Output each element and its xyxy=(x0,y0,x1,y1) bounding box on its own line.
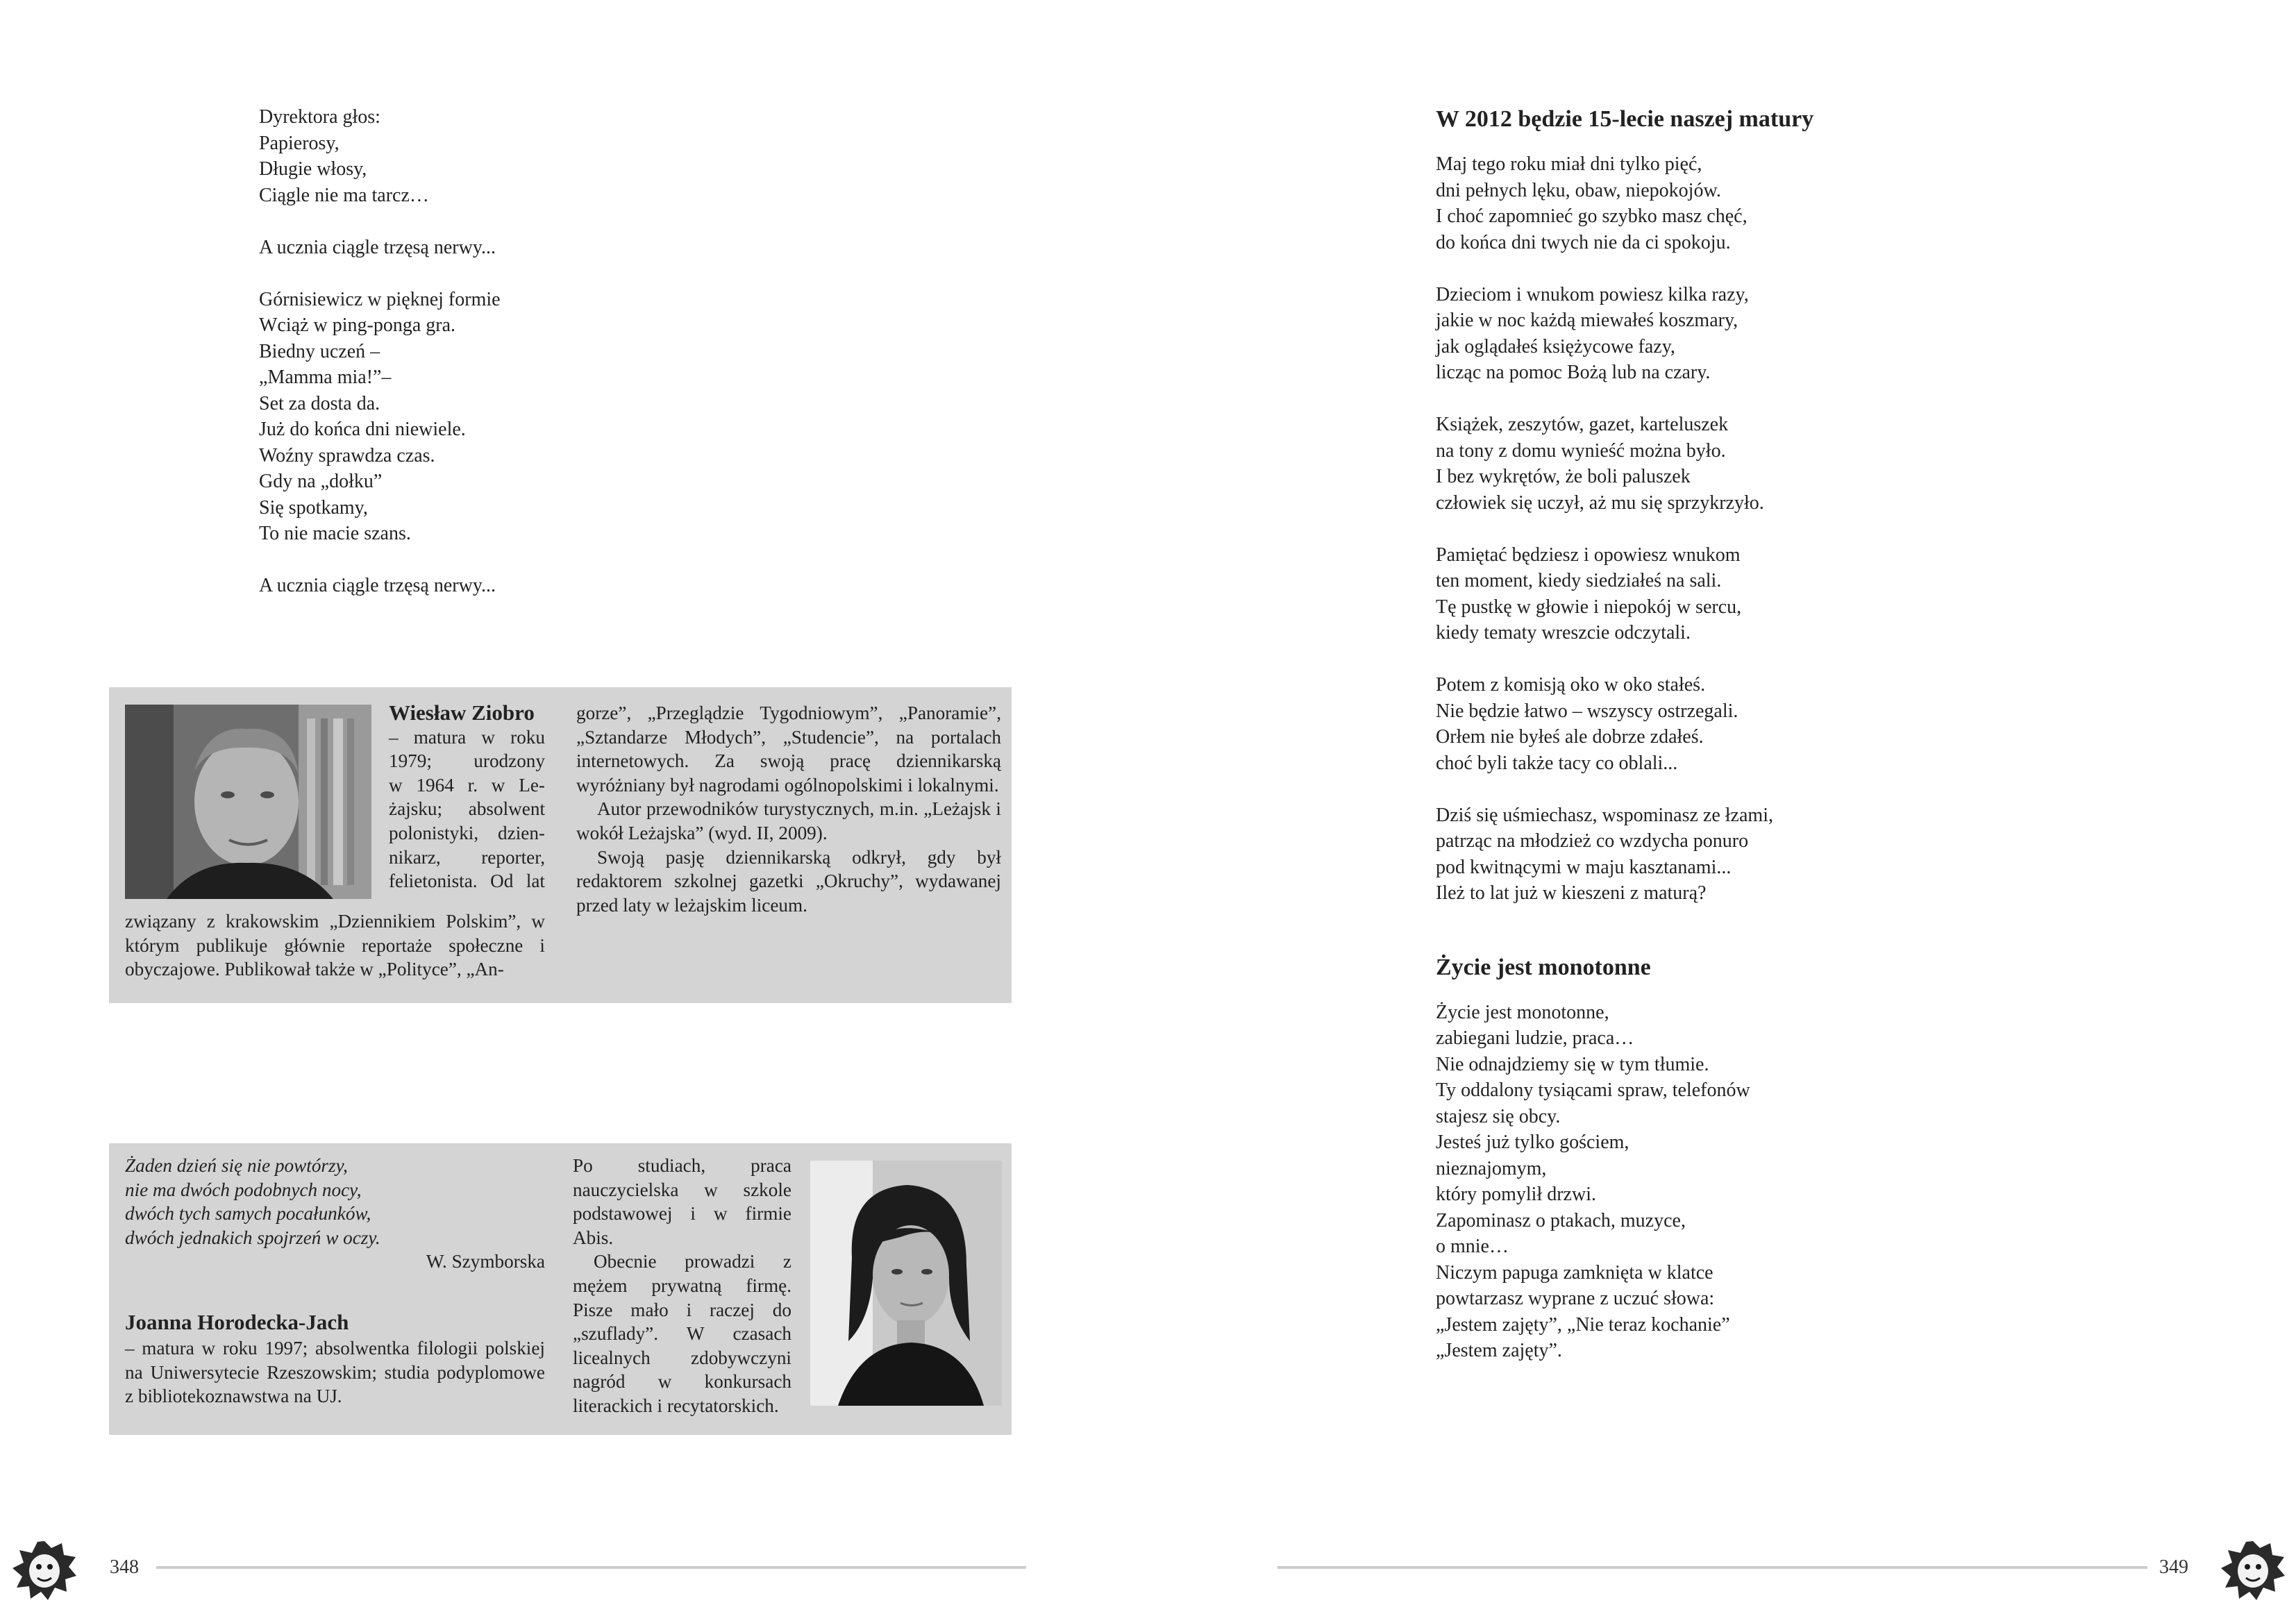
poem2-line: stajesz się obcy. xyxy=(1436,1105,1561,1127)
bio1-col2 xyxy=(576,701,1001,917)
poem1-line: Dzieciom i wnukom powiesz kilka razy, xyxy=(1436,283,1749,305)
poem1-line: kiedy tematy wreszcie odczytali. xyxy=(1436,622,1691,644)
bio2-col2 xyxy=(573,1154,791,1418)
page-number-right: 349 xyxy=(2159,1556,2188,1578)
portrait-photo-horodecka xyxy=(810,1161,1002,1406)
poem1-stanzas xyxy=(1436,151,1813,907)
poem1-stanza xyxy=(1436,802,1813,907)
left-poem-line: Górnisiewicz w pięknej formie xyxy=(259,288,501,310)
poem2-lines xyxy=(1436,1000,1813,1364)
left-poem-line: Długie włosy, xyxy=(259,158,367,180)
left-poem-line: Dyrektora głos: xyxy=(259,106,380,128)
bio1-narrow-line: nikarz, reporter, xyxy=(389,846,545,868)
poem1-line: jakie w noc każdą miewałeś koszmary, xyxy=(1436,310,1738,331)
bio2-quote xyxy=(125,1154,545,1274)
bio2-quote-line: dwóch jednakich spojrzeń w oczy. xyxy=(125,1227,380,1248)
left-poem-line: To nie macie szans. xyxy=(259,523,411,544)
poem1-stanza xyxy=(1436,282,1813,386)
bio2-quote-line: nie ma dwóch podobnych nocy, xyxy=(125,1179,362,1200)
photo-horodecka-illustration xyxy=(810,1161,1002,1406)
poem1-line: człowiek się uczył, aż mu się sprzykrzyło. xyxy=(1436,491,1764,514)
bio1-col2-p2: Autor przewodników turystycznych, m.in. „Leżajsk i wokół Leżajska” (wyd. II, 2009). xyxy=(576,798,1001,843)
bio1-narrow-line: polonistyki, dzien- xyxy=(389,822,545,843)
bio1-name: Wiesław Ziobro xyxy=(389,700,535,725)
left-poem-stanza xyxy=(259,235,501,261)
right-poems xyxy=(1436,104,1813,1364)
left-poem-line: Gdy na „dołku” xyxy=(259,471,383,492)
left-poem-line: Set za dosta da. xyxy=(259,392,380,414)
poem1-line: dni pełnych lęku, obaw, niepokojów. xyxy=(1436,179,1721,201)
poem1-line: Dziś się uśmiechasz, wspominasz ze łzami, xyxy=(1436,804,1773,826)
photo-ziobro-illustration xyxy=(125,705,371,899)
left-poem-line: Się spotkamy, xyxy=(259,496,368,519)
poem2-line: nieznajomym, xyxy=(1436,1157,1547,1179)
poem1-line: licząc na pomoc Bożą lub na czary. xyxy=(1436,362,1711,383)
bio1-col1-narrow xyxy=(389,701,545,893)
poem1-line: na tony z domu wynieść można było. xyxy=(1436,439,1726,462)
poem2-line: Jesteś już tylko gościem, xyxy=(1436,1132,1629,1153)
poem2-line: Nie odnajdziemy się w tym tłumie. xyxy=(1436,1053,1709,1075)
left-poem-line: Woźny sprawdza czas. xyxy=(259,444,435,466)
poem1-title: W 2012 będzie 15-lecie naszej matury xyxy=(1436,106,1814,132)
poem1-line: Potem z komisją oko w oko stałeś. xyxy=(1436,674,1706,696)
poem1-line: Książek, zeszytów, gazet, karteluszek xyxy=(1436,414,1729,435)
footer-rule-right xyxy=(1277,1566,2147,1569)
bio2-quote-line: dwóch tych samych pocałunków, xyxy=(125,1203,371,1225)
poem2-line: „Jestem zajęty”, „Nie teraz kochanie” xyxy=(1436,1313,1730,1336)
poem1-line: patrząc na młodzież co wzdycha ponuro xyxy=(1436,830,1749,852)
left-poem-line: A ucznia ciągle trzęsą nerwy... xyxy=(259,575,496,596)
left-poem-line: Już do końca dni niewiele. xyxy=(259,419,466,440)
poem1-line: ten moment, kiedy siedziałeś na sali. xyxy=(1436,570,1722,591)
poem2-line: który pomylił drzwi. xyxy=(1436,1184,1596,1205)
poem2-line: Życie jest monotonne, xyxy=(1436,1001,1609,1023)
bio2-name: Joanna Horodecka-Jach xyxy=(125,1310,349,1334)
poem1-line: choć byli także tacy co oblali... xyxy=(1436,752,1678,774)
poem1-line: I bez wykrętów, że boli paluszek xyxy=(1436,466,1691,487)
footer-rule-left xyxy=(156,1566,1026,1569)
left-poem-line: Papierosy, xyxy=(259,132,340,154)
poem1-line: jak oglądałeś księżycowe fazy, xyxy=(1436,335,1675,358)
lion-head-ornament-icon xyxy=(2218,1538,2288,1604)
bio2-quote-author: W. Szymborska xyxy=(426,1251,545,1272)
poem2-title: Życie jest monotonne xyxy=(1436,954,1651,980)
poem1-line: Orłem nie byłeś ale dobrze zdałeś. xyxy=(1436,726,1704,748)
portrait-photo-ziobro xyxy=(125,705,371,899)
lion-head-ornament-icon xyxy=(10,1538,79,1604)
bio1-narrow-lines xyxy=(389,725,545,893)
bio1-col2-p3: Swoją pasję dziennikarską odkrył, gdy był redaktorem szkolnej gazetki „Okruchy”, wydawanej przed laty w leżajskim liceum. xyxy=(576,846,1001,916)
left-poem xyxy=(259,104,501,625)
left-poem-line: Ciągle nie ma tarcz… xyxy=(259,184,429,206)
lion-head-ornament-icon-right xyxy=(2218,1538,2288,1607)
bio2-bio-text: – matura w roku 1997; absolwentka filologii polskiej na Uniwersytecie Rzeszowskim; studia podyplomowe z bibliotekoznawstwa na UJ. xyxy=(125,1338,545,1407)
poem1-line: pod kwitnącymi w maju kasztanami... xyxy=(1436,856,1732,878)
bio1-narrow-line: w 1964 r. w Le- xyxy=(389,774,545,796)
poem1-line: I choć zapomnieć go szybko masz chęć, xyxy=(1436,205,1748,227)
left-poem-line: A ucznia ciągle trzęsą nerwy... xyxy=(259,236,496,258)
poem1-line: do końca dni twych nie da ci spokoju. xyxy=(1436,231,1731,253)
page-number-left: 348 xyxy=(110,1556,139,1578)
poem1-line: Pamiętać będziesz i opowiesz wnukom xyxy=(1436,544,1741,566)
lion-head-ornament-icon-left xyxy=(10,1538,79,1607)
bio2-col2-p1: Po studiach, praca nauczycielska w szkole podstawowej i w firmie Abis. xyxy=(573,1155,791,1248)
poem1-stanza xyxy=(1436,412,1813,516)
poem2-line: o mnie… xyxy=(1436,1236,1509,1257)
poem1-line: Maj tego roku miał dni tylko pięć, xyxy=(1436,153,1702,175)
poem1-stanza xyxy=(1436,672,1813,776)
bio2-quote-lines xyxy=(125,1154,545,1250)
left-poem-line: „Mamma mia!”– xyxy=(259,367,392,388)
bio1-col1-wide: związany z krakowskim „Dziennikiem Polskim”, w którym publikuje głównie reportaże społeczne i obyczajowe. Publikował także w „Polityce”, „An- xyxy=(125,911,545,980)
left-poem-line: Wciąż w ping-ponga gra. xyxy=(259,314,455,336)
poem1-line: Nie będzie łatwo – wszyscy ostrzegali. xyxy=(1436,700,1738,722)
bio1-narrow-line: felietonista. Od lat xyxy=(389,871,545,892)
left-poem-stanza xyxy=(259,287,501,547)
bio1-narrow-line: – matura w roku xyxy=(389,726,545,748)
poem2-line: powtarzasz wyprane z uczuć słowa: xyxy=(1436,1288,1715,1309)
bio1-col2-p1: gorze”, „Przeglądzie Tygodniowym”, „Panoramie”, „Sztandarze Młodych”, „Studencie”, na portalach internetowych. Za swoją pracę dziennikarską wyróżniany był nagrodami ogólnopolskimi i lokalnymi. xyxy=(576,703,1001,796)
poem2-line: zabiegani ludzie, praca… xyxy=(1436,1027,1634,1049)
left-poem-stanza xyxy=(259,573,501,599)
poem1-line: Ileż to lat już w kieszeni z maturą? xyxy=(1436,882,1707,904)
poem1-stanza xyxy=(1436,542,1813,646)
left-poem-stanza xyxy=(259,104,501,208)
left-poem-line: Biedny uczeń – xyxy=(259,340,380,362)
poem2-line: Zapominasz o ptakach, muzyce, xyxy=(1436,1209,1686,1231)
bio1-narrow-line: żajsku; absolwent xyxy=(389,798,545,820)
bio1-narrow-line: 1979; urodzony xyxy=(389,750,545,772)
poem1-line: Tę pustkę w głowie i niepokój w sercu, xyxy=(1436,596,1742,618)
poem2-line: „Jestem zajęty”. xyxy=(1436,1340,1562,1361)
poem2-line: Ty oddalony tysiącami spraw, telefonów xyxy=(1436,1079,1750,1101)
poem2-line: Niczym papuga zamknięta w klatce xyxy=(1436,1261,1713,1284)
bio2-col2-p2: Obecnie prowadzi z mężem prywatną firmę. Pisze mało i raczej do „szuflady”. W czasach licealnych zdobywczyni nagród w konkursach literackich i recytatorskich. xyxy=(573,1251,791,1416)
bio2-quote-line: Żaden dzień się nie powtórzy, xyxy=(125,1155,348,1176)
poem1-stanza xyxy=(1436,151,1813,255)
